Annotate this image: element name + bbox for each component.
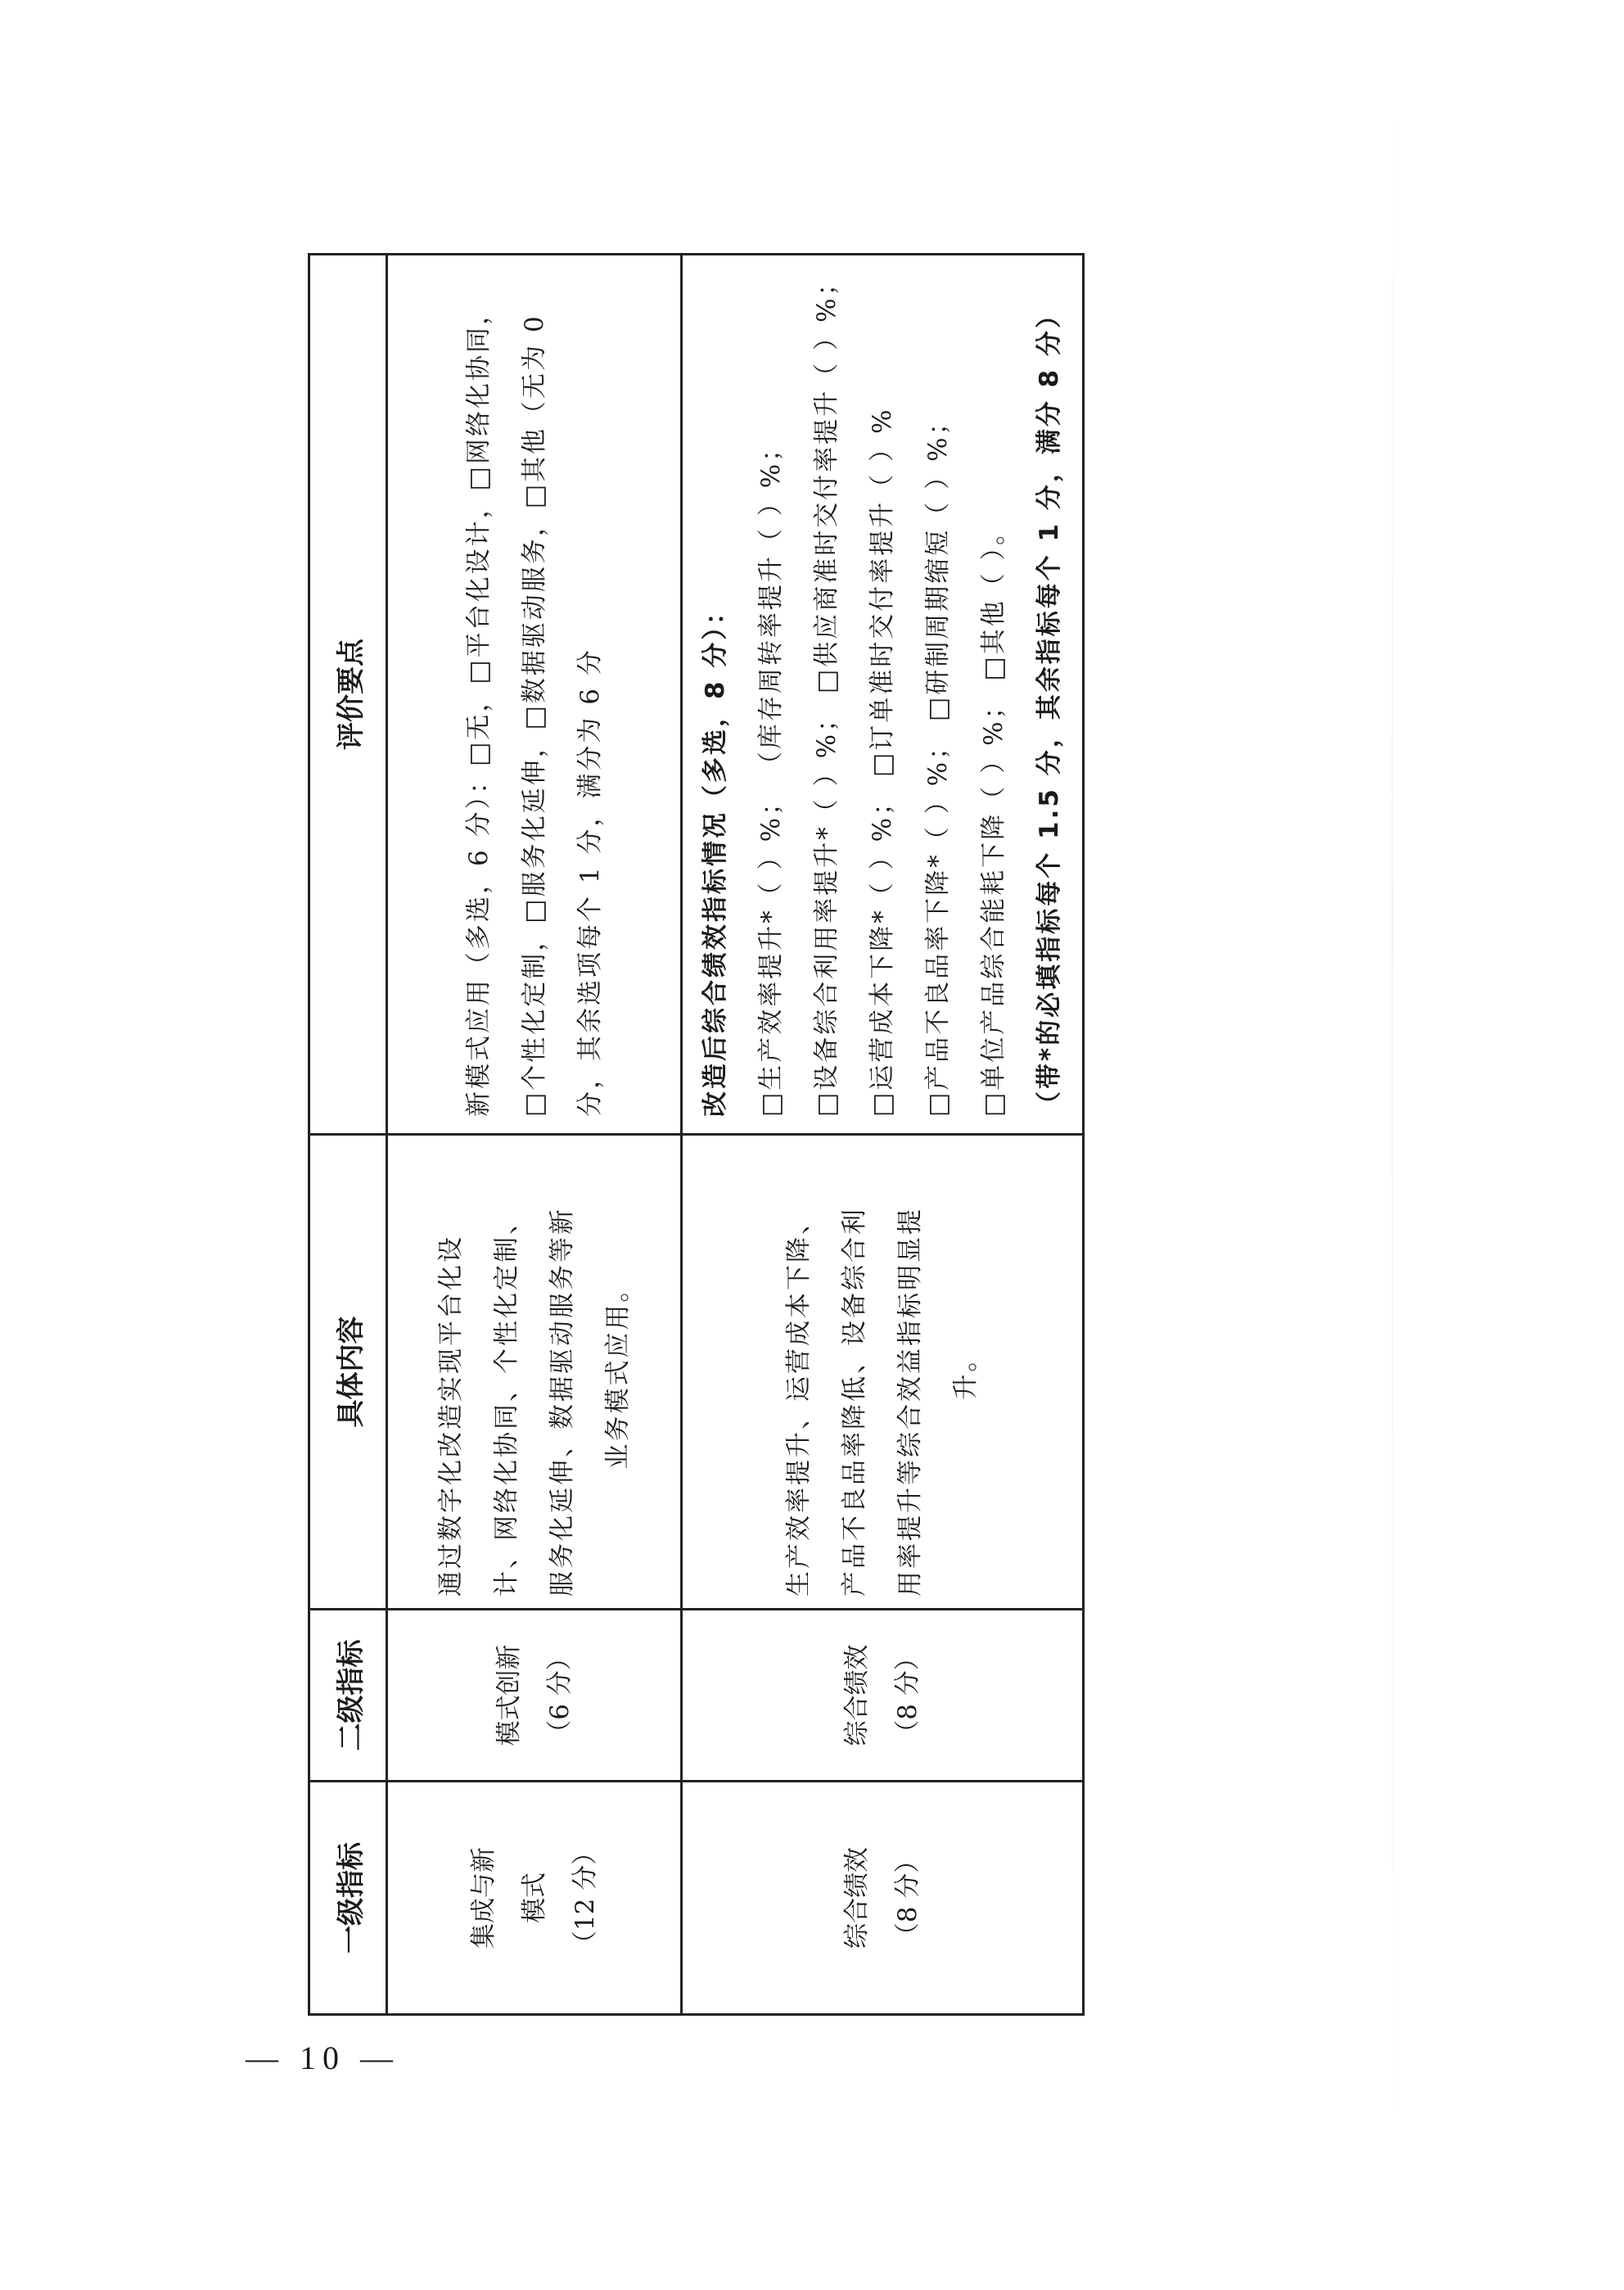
row2-level2-line: （8 分） (893, 1645, 923, 1746)
row2-level1-line: （8 分） (893, 1847, 923, 1949)
row2-content-cell (682, 1135, 1084, 1610)
row1-points-line: □个性化定制，□服务化延伸，□数据驱动服务，□其他（无为 0 (519, 314, 549, 1117)
rotated-table-region (308, 255, 1064, 2016)
row2-level1-cell (682, 1782, 1084, 2015)
row2-content-line: 用率提升等综合效益指标明显提 (895, 1207, 925, 1597)
page-number: — 10 — (246, 2039, 399, 2076)
row1-level2-cell (387, 1610, 682, 1782)
row1-level1-line: 集成与新 (468, 1847, 498, 1949)
row1-content-cell (387, 1135, 682, 1610)
row1-level1-line: （12 分） (570, 1839, 600, 1957)
header-content: 具体内容 (309, 1135, 387, 1610)
row1-level2-line: （6 分） (544, 1645, 575, 1746)
table-row (387, 255, 682, 2015)
row2-content-line: 产品不良品率降低、设备综合利 (840, 1207, 869, 1597)
row1-level2-line: 模式创新 (494, 1644, 524, 1746)
row2-content-line: 生产效率提升、运营成本下降、 (784, 1207, 814, 1597)
row2-content-line: 升。 (951, 1344, 981, 1400)
row1-points-cell (387, 255, 682, 1135)
row1-content-line: 计、网络化协同、个性化定制、 (491, 1207, 521, 1597)
row2-points-title: 改造后综合绩效指标情况（多选，8 分）： (701, 597, 730, 1117)
row1-level1-cell (387, 1782, 682, 2015)
table-header-row (309, 255, 387, 2015)
header-level1: 一级指标 (309, 1782, 387, 2015)
row2-points-note: （带*的必填指标每个 1.5 分，其余指标每个 1 分，满分 8 分） (1035, 300, 1064, 1117)
row2-points-cell (682, 255, 1084, 1135)
table-row (682, 255, 1084, 2015)
row2-level1-line: 综合绩效 (842, 1847, 872, 1949)
row2-points-line: □运营成本下降*（ ）%； □订单准时交付率提升（ ）% (868, 407, 897, 1117)
row1-level1-line: 模式 (519, 1872, 549, 1923)
scan-margin-shade (1392, 0, 1393, 2290)
table-landscape (308, 255, 1064, 2016)
header-level2: 二级指标 (309, 1610, 387, 1782)
row1-points-line: 新模式应用（多选，6 分）：□无，□平台化设计，□网络化协同， (463, 297, 494, 1117)
evaluation-table (308, 253, 1085, 2016)
row1-content-line: 服务化延伸、数据驱动服务等新 (547, 1207, 577, 1597)
row1-points-line: 分，其余选项每个 1 分，满分为 6 分 (575, 648, 605, 1117)
header-points: 评价要点 (309, 255, 387, 1135)
row2-level2-line: 综合绩效 (842, 1644, 872, 1746)
row2-points-line: □单位产品综合能耗下降（ ）%； □其他（ ）。 (979, 517, 1008, 1117)
row2-points-line: □生产效率提升*（ ）%； （库存周转率提升（ ）%； (756, 433, 786, 1117)
row1-content-line: 业务模式应用。 (602, 1274, 633, 1470)
row1-content-line: 通过数字化改造实现平台化设 (435, 1235, 466, 1597)
row2-level2-cell (682, 1610, 1084, 1782)
row2-points-line: □设备综合利用率提升*（ ）%； □供应商准时交付率提升（ ）%； (812, 268, 841, 1117)
row2-points-line: □产品不良品率下降*（ ）%； □研制周期缩短（ ）%； (923, 407, 953, 1117)
